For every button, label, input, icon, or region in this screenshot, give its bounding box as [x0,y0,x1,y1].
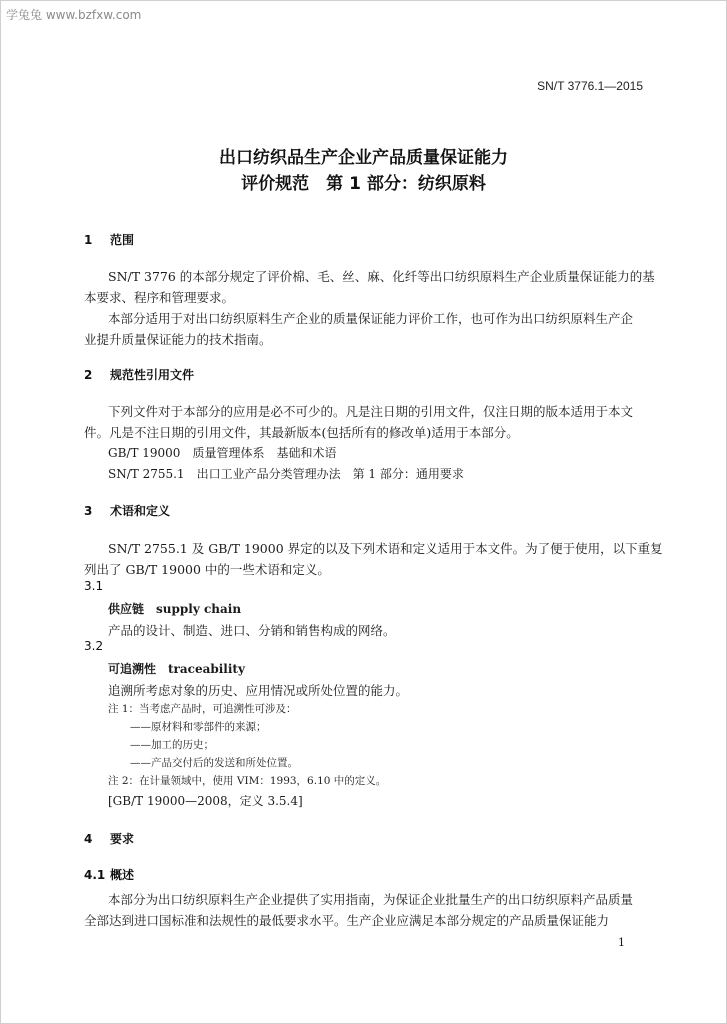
document-title-line1: 出口纺织品生产企业产品质量保证能力 [219,148,508,168]
section-title: 术语和定义 [110,504,171,518]
paragraph-line: 本部分为出口纺织原料生产企业提供了实用指南，为保证企业批量生产的出口纺织原料产品质量 [108,892,634,907]
section-title: 范围 [110,233,135,247]
term-name: 供应链 supply chain [108,602,242,616]
definition-source: [GB/T 19000—2008，定义 3.5.4] [108,794,303,808]
note: 注 2：在计量领域中，使用 VIM：1993，6.10 中的定义。 [108,775,387,787]
normative-reference: GB/T 19000 质量管理体系 基础和术语 [108,446,337,460]
paragraph-line: SN/T 2755.1 及 GB/T 19000 界定的以及下列术语和定义适用于本文件。为了便于使用，以下重复 [108,541,663,556]
page-number: 1 [618,936,625,949]
section-number: 1 [84,233,93,247]
paragraph-line: 件。凡是不注日期的引用文件，其最新版本(包括所有的修改单)适用于本部分。 [84,425,519,440]
section-number: 3 [84,504,93,518]
section-title: 要求 [110,832,135,846]
note-item: ——原材料和零部件的来源； [130,721,267,733]
paragraph-line: 全部达到进口国标准和法规性的最低要求水平。生产企业应满足本部分规定的产品质量保证能力 [84,913,610,928]
paragraph-line: SN/T 3776 的本部分规定了评价棉、毛、丝、麻、化纤等出口纺织原料生产企业质量保证能力的基 [108,269,655,284]
watermark: 学兔兔 www.bzfxw.com [6,8,142,22]
term-number: 3.2 [84,639,104,653]
term-number: 3.1 [84,579,104,593]
section-number: 2 [84,368,93,382]
subsection-number: 4.1 [84,868,106,882]
note-item: ——加工的历史； [130,739,214,751]
section-number: 4 [84,832,93,846]
section-3-heading [84,502,170,519]
paragraph-line: 本部分适用于对出口纺织原料生产企业的质量保证能力评价工作，也可作为出口纺织原料生产企 [108,311,634,326]
paragraph-line: 业提升质量保证能力的技术指南。 [84,332,272,347]
paragraph-line: 本要求、程序和管理要求。 [84,290,235,305]
section-title: 规范性引用文件 [110,368,195,382]
term-definition: 产品的设计、制造、进口、分销和销售构成的网络。 [108,623,396,638]
section-4-heading [84,830,134,847]
subsection-4-1-heading [84,866,134,883]
section-2-heading [84,366,194,383]
paragraph-line: 下列文件对于本部分的应用是必不可少的。凡是注日期的引用文件，仅注日期的版本适用于本文 [108,404,634,419]
note: 注 1：当考虑产品时，可追溯性可涉及： [108,703,297,715]
normative-reference: SN/T 2755.1 出口工业产品分类管理办法 第 1 部分：通用要求 [108,467,464,481]
document-title-line2: 评价规范 第 1 部分：纺织原料 [241,174,486,194]
term-name: 可追溯性 traceability [108,662,245,676]
standard-number: SN/T 3776.1—2015 [537,79,643,93]
section-1-heading [84,231,134,248]
subsection-title: 概述 [110,868,135,882]
term-definition: 追溯所考虑对象的历史、应用情况或所处位置的能力。 [108,683,409,698]
note-item: ——产品交付后的发送和所处位置。 [130,757,298,769]
paragraph-line: 列出了 GB/T 19000 中的一些术语和定义。 [84,562,330,577]
